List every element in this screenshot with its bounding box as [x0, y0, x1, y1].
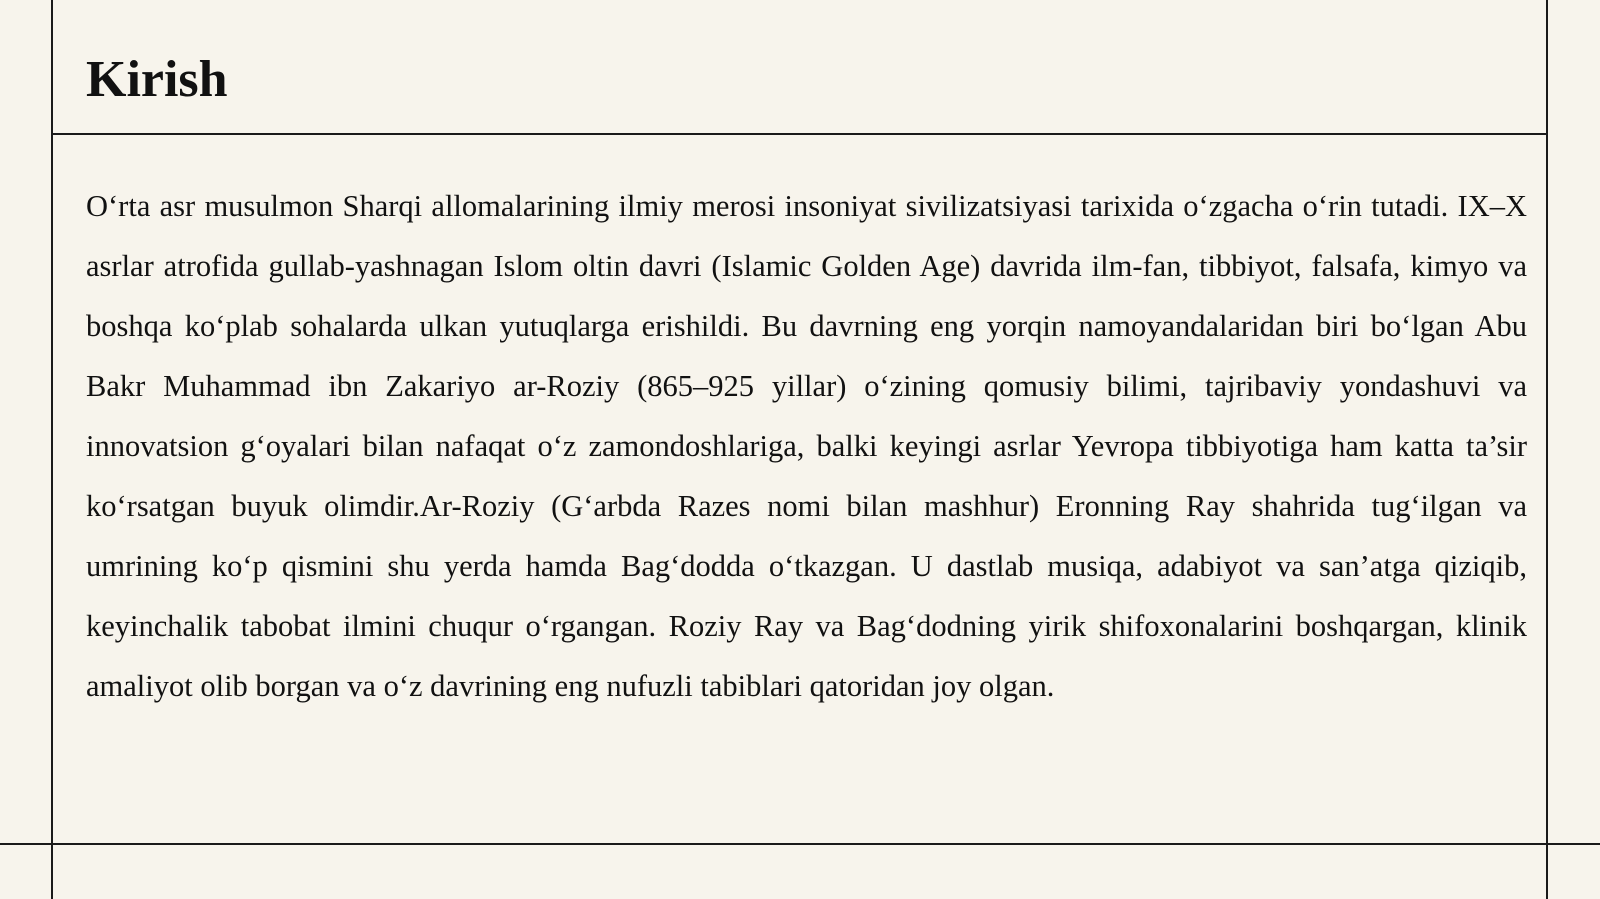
title-divider — [51, 133, 1548, 135]
slide-title: Kirish — [86, 51, 228, 108]
bottom-border-line — [0, 843, 1600, 845]
intro-paragraph: O‘rta asr musulmon Sharqi allomalarining ilmiy merosi insoniyat sivilizatsiyasi tarixida o‘zgacha o‘rin tutadi. IX–X asrlar atrofida gullab-yashnagan Islom oltin davri (Islamic Golden Age) davrida ilm-fan, tibbiyot, falsafa, kimyo va boshqa ko‘plab sohalarda ulkan yutuqlarga erishildi. Bu davrning eng yorqin namoyandalaridan biri bo‘lgan Abu Bakr Muhammad ibn Zakariyo ar-Roziy (865–925 yillar) o‘zining qomusiy bilimi, tajribaviy yondashuvi va innovatsion g‘oyalari bilan nafaqat o‘z zamondoshlariga, balki keyingi asrlar Yevropa tibbiyotiga ham katta ta’sir ko‘rsatgan buyuk olimdir.Ar-Roziy (G‘arbda Razes nomi bilan mashhur) Eronning Ray shahrida tug‘ilgan va umrining ko‘p qismini shu yerda hamda Bag‘dodda o‘tkazgan. U dastlab musiqa, adabiyot va san’atga qiziqib, keyinchalik tabobat ilmini chuqur o‘rgangan. Roziy Ray va Bag‘dodning yirik shifoxonalarini boshqargan, klinik amaliyot olib borgan va o‘z davrining eng nufuzli tabiblari qatoridan joy olgan. — [86, 189, 1527, 703]
